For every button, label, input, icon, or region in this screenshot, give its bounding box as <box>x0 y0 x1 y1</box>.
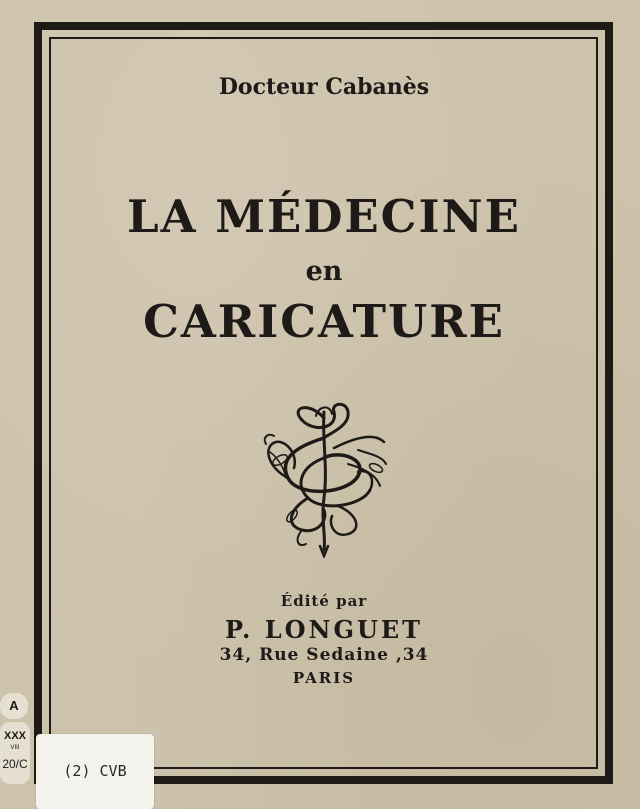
title-line-3: CARICATURE <box>143 295 505 348</box>
publisher-address: 34, Rue Sedaine ,34 <box>219 645 429 665</box>
class-label-line-3: 20/C <box>2 757 28 771</box>
library-class-sticker <box>0 722 30 784</box>
class-label-line-2: VIII <box>10 745 20 751</box>
publisher-city: PARIS <box>292 669 356 687</box>
library-letter-sticker: A <box>0 693 28 719</box>
publisher-label: Édité par <box>280 592 368 610</box>
shelf-mark-sticker: (2) CVB <box>36 734 154 809</box>
title-line-1: LA MÉDECINE <box>127 190 521 243</box>
author-name: Docteur Cabanès <box>218 74 430 100</box>
class-label-line-1: XXX <box>3 730 26 742</box>
publisher-name: P. LONGUET <box>224 615 424 644</box>
title-line-2: en <box>305 256 343 287</box>
caduceus-snake-emblem-icon <box>258 398 394 558</box>
